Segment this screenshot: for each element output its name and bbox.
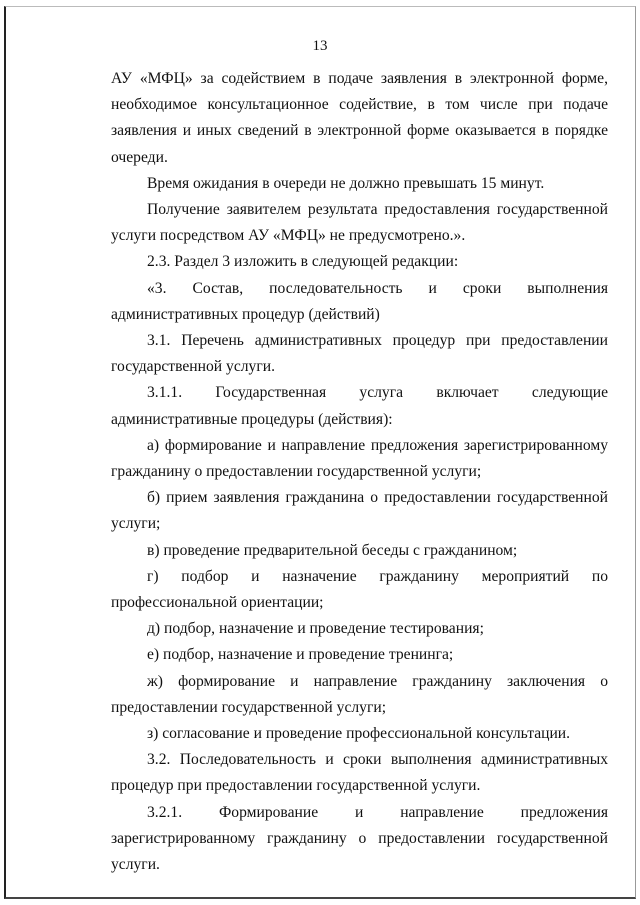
paragraph: 3.2.1. Формирование и направление предложения зарегистрированному гражданину о предоставлении государственной услуги.: [111, 803, 608, 874]
list-item: ж) формирование и направление гражданину заключения о предоставлении государственной услуги;: [111, 672, 608, 716]
list-item: з) согласование и проведение профессиональной консультации.: [147, 725, 571, 743]
paragraph: 3.1. Перечень административных процедур при предоставлении государственной услуги.: [111, 332, 608, 376]
paragraph: Время ожидания в очереди не должно превышать 15 минут.: [147, 174, 545, 192]
paragraph: 3.2. Последовательность и сроки выполнения административных процедур при предоставлении государственной услуги.: [111, 751, 608, 795]
list-item: д) подбор, назначение и проведение тестирования;: [147, 620, 484, 638]
page-number: 13: [312, 38, 328, 54]
paragraph: 3.1.1. Государственная услуга включает следующие административные процедуры (действия):: [111, 384, 608, 428]
document-body: [111, 66, 608, 878]
list-item: б) прием заявления гражданина о предоставлении государственной услуги;: [111, 489, 608, 533]
list-item: а) формирование и направление предложения зарегистрированному гражданину о предоставлении государственной услуги;: [111, 436, 608, 481]
list-item: е) подбор, назначение и проведение тренинга;: [147, 646, 454, 664]
paragraph: 2.3. Раздел 3 изложить в следующей редакции:: [147, 253, 459, 271]
paragraph: Получение заявителем результата предоставления государственной услуги посредством АУ «МФЦ» не предусмотрено.».: [111, 201, 608, 245]
paragraph: АУ «МФЦ» за содействием в подаче заявления в электронной форме, необходимое консультационное содействие, в том числе при подаче заявления и иных сведений в электронной форме оказывается в порядке очереди.: [111, 70, 608, 166]
list-item: г) подбор и назначение гражданину мероприятий по профессиональной ориентации;: [111, 567, 608, 612]
paragraph: «3. Состав, последовательность и сроки выполнения административных процедур (действий): [111, 279, 608, 323]
list-item: в) проведение предварительной беседы с гражданином;: [147, 541, 518, 559]
